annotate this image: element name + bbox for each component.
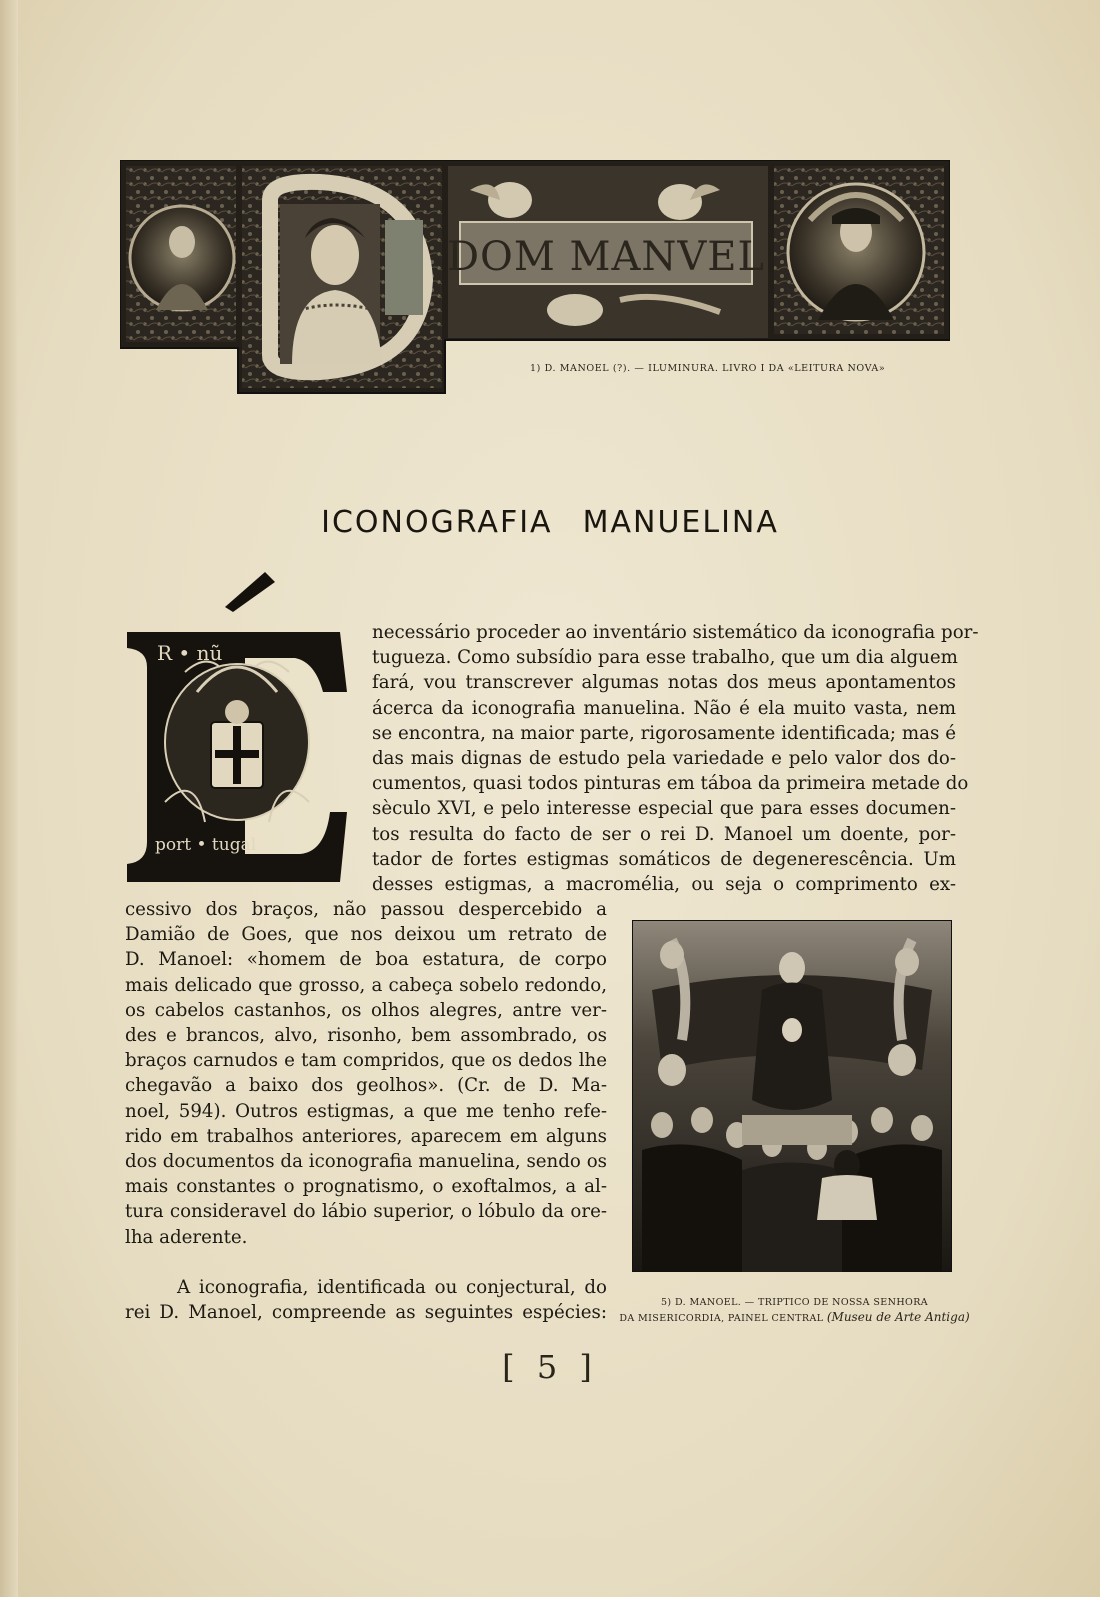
- title-word-1: ICONOGRAFIA: [321, 505, 553, 540]
- text-line: tos resulta do facto de ser o rei D. Manoel um doente, por-: [372, 823, 956, 845]
- text-line: sèculo XVI, e pelo interesse especial que para esses documen-: [372, 798, 956, 820]
- text-line: necessário proceder ao inventário sistemático da iconografia por-: [372, 622, 979, 643]
- text-line: cumentos, quasi todos pinturas em táboa da primeira metade do: [372, 773, 969, 795]
- paragraph-right-column: [372, 620, 979, 897]
- text-line: braços carnudos e tam compridos, que os dedos lhe: [125, 1050, 607, 1072]
- text-line: mais delicado que grosso, a cabeça sobelo redondo,: [125, 974, 607, 996]
- text-line: chegavão a baixo dos geolhos». (Cr. de D. Ma-: [125, 1075, 607, 1097]
- text-line: tador de fortes estigmas somáticos de degenerescência. Um: [372, 848, 956, 870]
- banner-caption: 1) D. MANOEL (?). — ILUMINURA. LIVRO I DA «LEITURA NOVA»: [530, 363, 886, 374]
- text-line: noel, 594). Outros estigmas, a que me tenho refe-: [125, 1100, 607, 1122]
- page-title: [0, 505, 1100, 540]
- text-line: desses estigmas, a macromélia, ou seja o comprimento ex-: [372, 874, 956, 896]
- text-line: se encontra, na maior parte, rigorosamente identificada; mas é: [372, 722, 956, 744]
- photo-caption-museum: (Museu de Arte Antiga): [826, 1310, 970, 1324]
- photo-caption-line-1: 5) D. MANOEL. — TRIPTICO DE NOSSA SENHORA: [660, 1297, 929, 1308]
- photo-caption-line-2: DA MISERICORDIA, PAINEL CENTRAL: [619, 1313, 824, 1324]
- text-line: des e brancos, alvo, risonho, bem assombrado, os: [125, 1025, 607, 1047]
- paragraph-species-intro: [125, 1275, 607, 1325]
- text-line: ácerca da iconografia manuelina. Não é ela muito vasta, nem: [372, 697, 956, 719]
- title-word-2: MANUELINA: [582, 505, 779, 540]
- crest-text-top: R • nũ: [157, 641, 223, 665]
- text-line: lha aderente.: [125, 1226, 248, 1248]
- text-line: fará, vou transcrever algumas notas dos meus apontamentos: [372, 672, 956, 694]
- photo-caption: [612, 1295, 977, 1326]
- text-line: rido em trabalhos anteriores, aparecem em alguns: [125, 1125, 607, 1147]
- banner-inscription: DOM MANVEL: [446, 234, 766, 280]
- drop-cap-e-acute: [125, 572, 350, 882]
- text-line: A iconografia, identificada ou conjectural, do: [177, 1277, 607, 1298]
- text-line: cessivo dos braços, não passou despercebido a: [125, 899, 607, 920]
- text-line: os cabelos castanhos, os olhos alegres, antre ver-: [125, 999, 607, 1021]
- illumination-banner: [120, 160, 950, 395]
- text-line: tugueza. Como subsídio para esse trabalho, que um dia alguem: [372, 647, 958, 669]
- paragraph-left-column: [125, 897, 607, 1250]
- text-line: das mais dignas de estudo pela variedade e pelo valor dos do-: [372, 748, 956, 770]
- crest-text-bottom: port • tugal: [155, 835, 257, 855]
- text-line: Damião de Goes, que nos deixou um retrato de: [125, 924, 607, 946]
- text-line: mais constantes o prognatismo, o exoftalmos, a al-: [125, 1176, 607, 1198]
- text-line: rei D. Manoel, compreende as seguintes espécies:: [125, 1302, 607, 1324]
- text-line: dos documentos da iconografia manuelina, sendo os: [125, 1151, 607, 1173]
- text-line: D. Manoel: «homem de boa estatura, de corpo: [125, 949, 607, 971]
- page-number: [ 5 ]: [502, 1348, 598, 1386]
- text-line: tura consideravel do lábio superior, o lóbulo da ore-: [125, 1201, 607, 1223]
- triptych-photograph: [632, 920, 952, 1272]
